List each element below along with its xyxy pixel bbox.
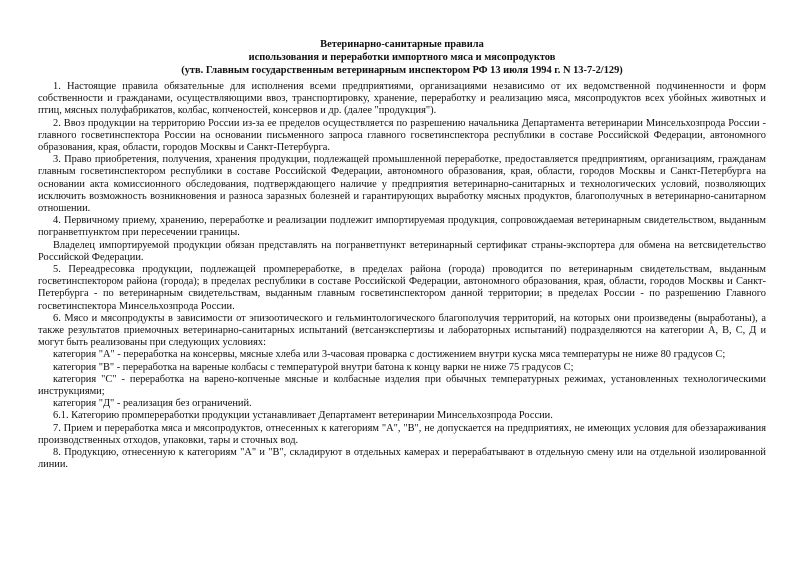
document-body — [38, 81, 766, 472]
approval-note: (утв. Главным государственным ветеринарным инспектором РФ 13 июля 1994 г. N 13-7-2/129) — [181, 65, 623, 76]
paragraph-4: 4. Первичному приему, хранению, переработке и реализации подлежит импортируемая продукция, сопровождаемая ветеринарным свидетельством, выданным погранветпунктом при пересечении границы. — [38, 215, 766, 239]
paragraph-7: 7. Прием и переработка мяса и мясопродуктов, отнесенных к категориям "А", "В", не допускается на предприятиях, не имеющих условия для обеззараживания производственных отходов, упаковки, тары и сточных вод. — [38, 422, 766, 446]
document-subtitle: использования и переработки импортного мяса и мясопродуктов — [248, 52, 556, 63]
category-b: категория "В" - переработка на вареные колбасы с температурой внутри батона к концу варки не ниже 75 градусов С; — [53, 361, 574, 373]
paragraph-4-owner: Владелец импортируемой продукции обязан представлять на погранветпункт ветеринарный сертификат страны-экспортера для обмена на ветсвидетельство Российской Федерации. — [38, 239, 766, 263]
paragraph-5: 5. Переадресовка продукции, подлежащей промпереработке, в пределах района (города) проводится по ветеринарным свидетельствам, выданным госветинспектором района (города); в пределах республики в составе Российской Федерации, автономного образования, края, области, городов Москвы и Санкт-Петербурга - по ветеринарным свидетельствам, выданным главным госветинспектором данной территории; в пределах России - по разрешению Главного госветинспектора Минсельхозпрода России. — [38, 264, 766, 312]
document-page — [38, 38, 766, 472]
paragraph-6: 6. Мясо и мясопродукты в зависимости от эпизоотического и гельминтологического благополучия территорий, на которых они произведены (выработаны), а также результатов приемочных ветеринарно-санитарных испытаний (ветсанэкспертизы и лабораторных испытаний) подразделяются на категории А, В, С, Д и могут быть реализованы при следующих условиях: — [38, 312, 766, 349]
document-title: Ветеринарно-санитарные правила — [320, 39, 484, 50]
category-c: категория "С" - переработка на варено-копченые мясные и колбасные изделия при обычных температурных режимах, установленных технологическими инструкциями; — [38, 373, 766, 398]
category-d: категория "Д" - реализация без ограничений. — [53, 398, 252, 410]
paragraph-1: 1. Настоящие правила обязательные для исполнения всеми предприятиями, организациями независимо от их ведомственной подчиненности и форм собственности и гражданами, осуществляющими ввоз, транспортировку, хранение, переработку и реализацию мяса, мясопродуктов всех убойных животных и птиц, мясных полуфабрикатов, колбас, копченостей, консервов и др. (далее "продукция"). — [38, 81, 766, 117]
paragraph-2: 2. Ввоз продукции на территорию России из-за ее пределов осуществляется по разрешению начальника Департамента ветеринарии Минсельхозпрода России - главного госветинспектора России на основании письменного запроса главного госветинспектора республики в составе Российской Федерации, автономного образования, края, области, городов Москвы и Санкт-Петербурга. — [38, 117, 766, 154]
paragraph-8: 8. Продукцию, отнесенную к категориям "А" и "В", складируют в отдельных камерах и перерабатывают в отдельную смену или на отдельной изолированной линии. — [38, 447, 766, 471]
category-a: категория "А" - переработка на консервы, мясные хлеба или 3-часовая проварка с достижением внутри куска мяса температуры не ниже 80 градусов С; — [53, 349, 726, 361]
paragraph-6-1: 6.1. Категорию промпереработки продукции устанавливает Департамент ветеринарии Минсельхозпрода России. — [53, 410, 553, 422]
paragraph-3: 3. Право приобретения, получения, хранения продукции, подлежащей промышленной переработке, предоставляется предприятиям, организациям, гражданам главным госветинспектором республики в составе Российской Федерации, автономного образования, края, области, городов Москвы и Санкт-Петербурга на основании акта комиссионного обследования, подтверждающего наличие у предприятия ветеринарно-санитарных и технологических условий, позволяющих исключить возможность возникновения и разноса заразных болезней и гарантирующих выработку мясных продуктов, благополучных в ветеринарно-санитарном отношении. — [38, 154, 766, 215]
document-header — [38, 38, 766, 77]
